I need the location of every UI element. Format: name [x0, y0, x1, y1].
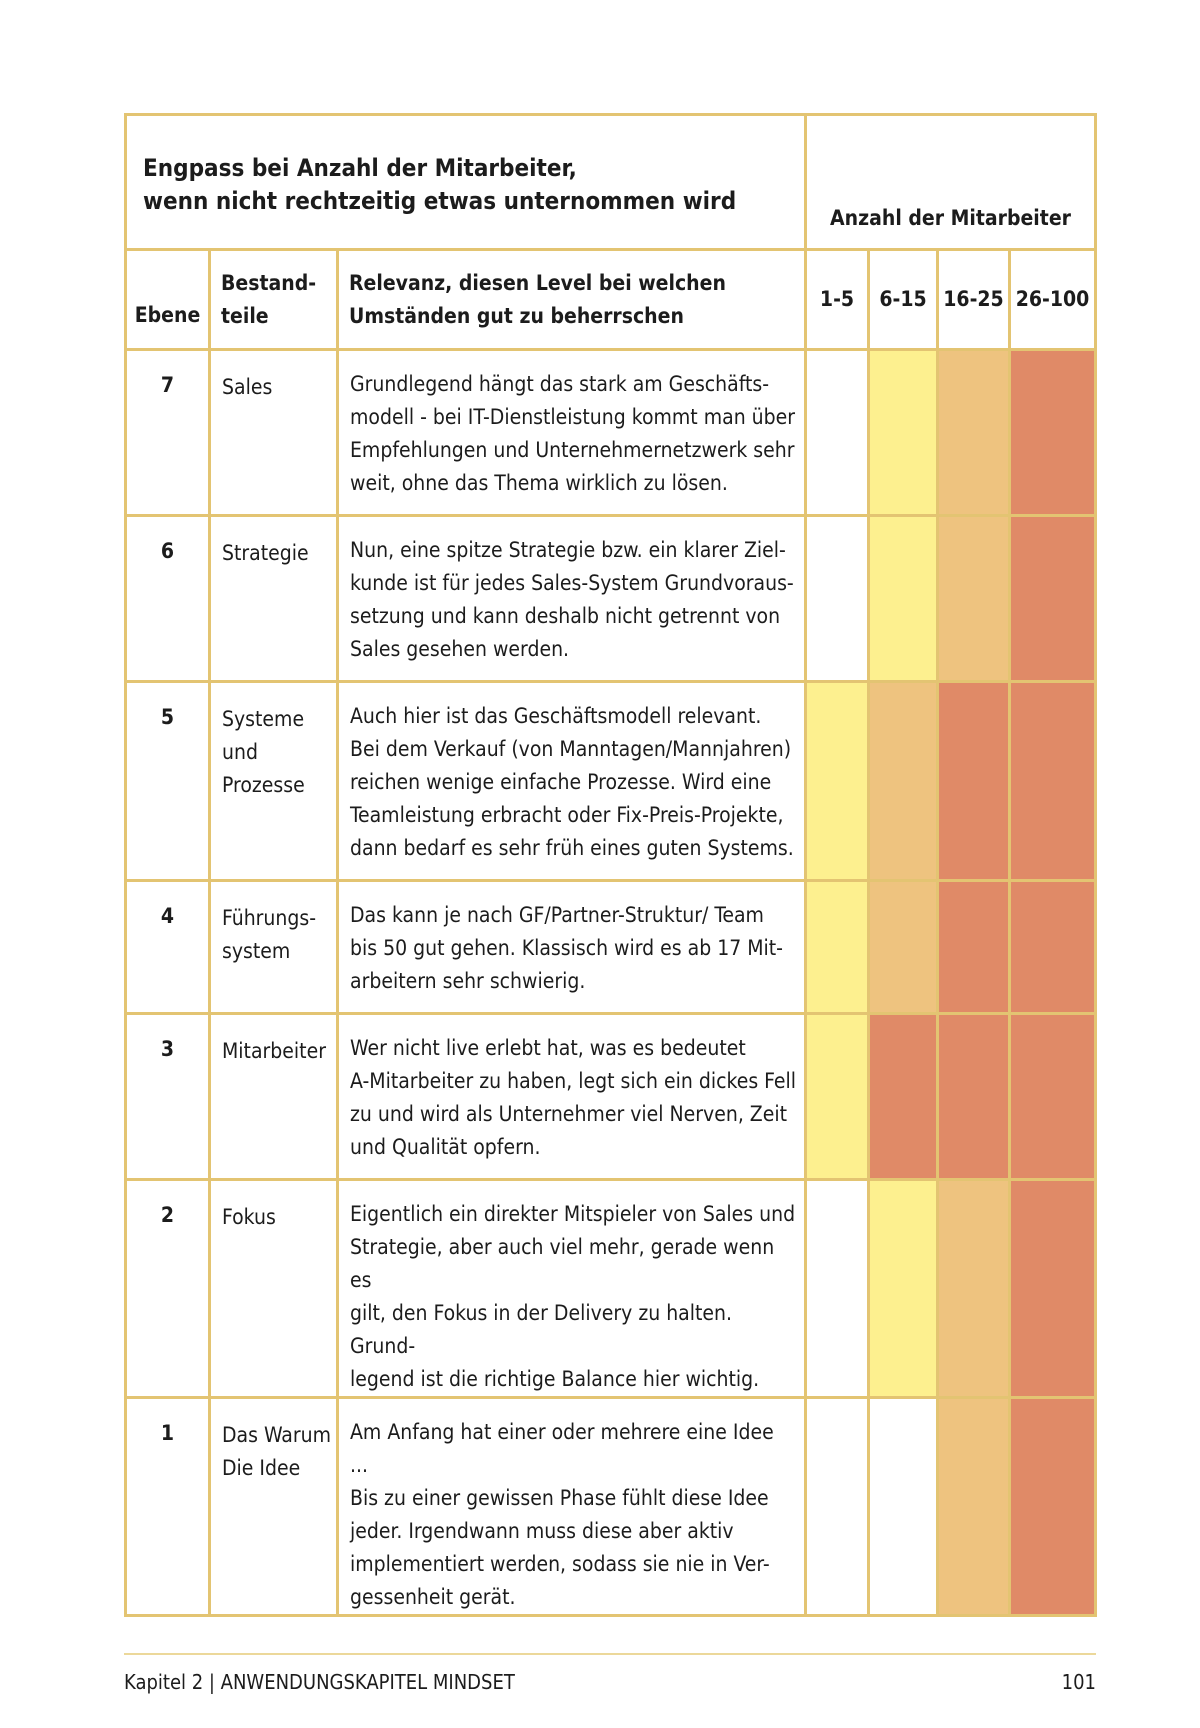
relevance-cell: Am Anfang hat einer oder mehrere eine Idee ... Bis zu einer gewissen Phase fühlt diese Idee jeder. Irgendwann muss diese aber aktiv implementiert werden, sodass sie nie in Ver- gessenheit gerät. — [338, 1398, 806, 1616]
heat-cell-mid — [938, 350, 1010, 516]
header-range-26-100: 26-100 — [1010, 250, 1096, 350]
footer-divider — [124, 1653, 1096, 1655]
level-cell: 7 — [126, 350, 210, 516]
heat-cell-low — [806, 881, 869, 1014]
header-range-1-5: 1-5 — [806, 250, 869, 350]
employee-bottleneck-table — [124, 113, 1097, 1617]
table-row — [126, 1180, 1096, 1398]
level-cell: 3 — [126, 1014, 210, 1180]
component-cell: Sales — [210, 350, 338, 516]
component-cell: Führungs- system — [210, 881, 338, 1014]
heat-cell-high — [1010, 881, 1096, 1014]
table-row — [126, 350, 1096, 516]
table-title-line1: Engpass bei Anzahl der Mitarbeiter, — [143, 154, 577, 182]
component-cell: Das Warum Die Idee — [210, 1398, 338, 1616]
header-row — [126, 250, 1096, 350]
header-range-6-15: 6-15 — [869, 250, 938, 350]
level-cell: 6 — [126, 516, 210, 682]
heat-cell-mid — [869, 682, 938, 881]
heat-cell-high — [869, 1014, 938, 1180]
heat-cell-mid — [938, 516, 1010, 682]
table-row — [126, 516, 1096, 682]
table-row — [126, 881, 1096, 1014]
header-range-16-25: 16-25 — [938, 250, 1010, 350]
relevance-cell: Grundlegend hängt das stark am Geschäfts- modell - bei IT-Dienstleistung kommt man über Empfehlungen und Unternehmernetzwerk sehr weit, ohne das Thema wirklich zu lösen. — [338, 350, 806, 516]
level-cell: 4 — [126, 881, 210, 1014]
heat-cell-none — [869, 1398, 938, 1616]
heat-cell-high — [938, 1014, 1010, 1180]
level-cell: 1 — [126, 1398, 210, 1616]
heat-cell-low — [806, 682, 869, 881]
heat-cell-none — [806, 350, 869, 516]
heat-cell-high — [1010, 1398, 1096, 1616]
header-relevance: Relevanz, diesen Level bei welchen Umständen gut zu beherrschen — [338, 250, 806, 350]
table-row — [126, 1398, 1096, 1616]
heat-cell-mid — [869, 881, 938, 1014]
relevance-cell: Auch hier ist das Geschäftsmodell relevant. Bei dem Verkauf (von Manntagen/Mannjahren) reichen wenige einfache Prozesse. Wird eine Teamleistung erbracht oder Fix-Preis-Projekte, dann bedarf es sehr früh eines guten Systems. — [338, 682, 806, 881]
component-cell: Strategie — [210, 516, 338, 682]
header-level: Ebene — [126, 250, 210, 350]
heat-cell-none — [806, 1398, 869, 1616]
relevance-cell: Das kann je nach GF/Partner-Struktur/ Team bis 50 gut gehen. Klassisch wird es ab 17 Mit- arbeitern sehr schwierig. — [338, 881, 806, 1014]
heat-cell-none — [806, 516, 869, 682]
heat-cell-low — [806, 1014, 869, 1180]
footer-chapter: Kapitel 2 | ANWENDUNGSKAPITEL MINDSET — [124, 1670, 515, 1694]
heat-cell-low — [869, 516, 938, 682]
heat-cell-high — [938, 682, 1010, 881]
component-cell: Mitarbeiter — [210, 1014, 338, 1180]
heat-cell-mid — [938, 1180, 1010, 1398]
heat-cell-none — [806, 1180, 869, 1398]
heat-cell-high — [938, 881, 1010, 1014]
component-cell: Fokus — [210, 1180, 338, 1398]
level-cell: 5 — [126, 682, 210, 881]
relevance-cell: Eigentlich ein direkter Mitspieler von Sales und Strategie, aber auch viel mehr, gerade wenn es gilt, den Fokus in der Delivery zu halten. Grund- legend ist die richtige Balance hier wichtig. — [338, 1180, 806, 1398]
relevance-cell: Nun, eine spitze Strategie bzw. ein klarer Ziel- kunde ist für jedes Sales-System Grundvoraus- setzung und kann deshalb nicht getrennt von Sales gesehen werden. — [338, 516, 806, 682]
level-cell: 2 — [126, 1180, 210, 1398]
heat-cell-high — [1010, 350, 1096, 516]
heat-cell-high — [1010, 1014, 1096, 1180]
component-cell: Systeme und Prozesse — [210, 682, 338, 881]
table-row — [126, 1014, 1096, 1180]
heat-cell-mid — [938, 1398, 1010, 1616]
employee-count-heading: Anzahl der Mitarbeiter — [806, 115, 1096, 250]
header-parts: Bestand- teile — [210, 250, 338, 350]
table-title-line2: wenn nicht rechtzeitig etwas unternommen wird — [143, 187, 737, 215]
table-title-cell — [126, 115, 806, 250]
table-row — [126, 682, 1096, 881]
heat-cell-low — [869, 1180, 938, 1398]
relevance-cell: Wer nicht live erlebt hat, was es bedeutet A-Mitarbeiter zu haben, legt sich ein dickes Fell zu und wird als Unternehmer viel Nerven, Zeit und Qualität opfern. — [338, 1014, 806, 1180]
heat-cell-high — [1010, 682, 1096, 881]
page-number: 101 — [1061, 1670, 1096, 1694]
heat-cell-high — [1010, 1180, 1096, 1398]
heat-cell-low — [869, 350, 938, 516]
heat-cell-high — [1010, 516, 1096, 682]
